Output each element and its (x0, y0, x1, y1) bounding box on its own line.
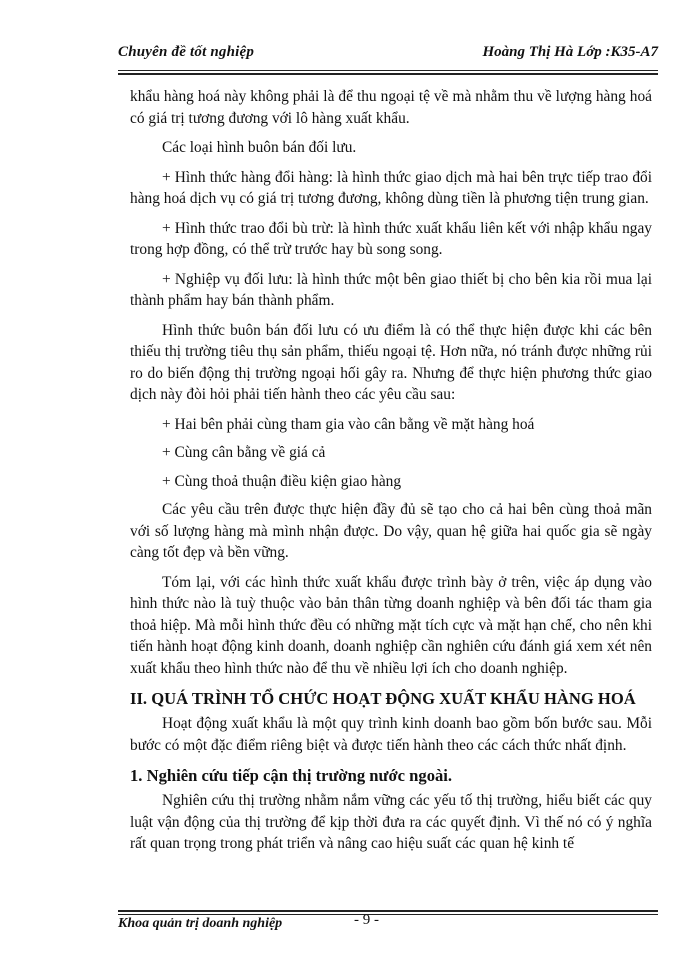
paragraph-summary: Tóm lại, với các hình thức xuất khẩu được trình bày ở trên, việc áp dụng vào hình thức nào là tuỳ thuộc vào bản thân từng doanh nghiệp và bên đối tác tham gia thoả hiệp. Mà mỗi hình thức đều có những mặt tích cực và mặt hạn chế, cho nên khi tiến hành hoạt động kinh doanh, doanh nghiệp cần nghiên cứu đánh giá xem xét nên xuất khẩu theo hình thức nào để thu về nhiều lợi ích cho doanh nghiệp. (130, 573, 652, 677)
footer-rule-thin (118, 914, 658, 915)
section-heading-ii: II. QUÁ TRÌNH TỔ CHỨC HOẠT ĐỘNG XUẤT KHẨU HÀNG HOÁ (130, 689, 636, 708)
paragraph-requirements-result: Các yêu cầu trên được thực hiện đầy đủ sẽ tạo cho cả hai bên cùng thoả mãn với số lượng hàng mà mình nhận được. Do vậy, quan hệ giữa hai quốc gia sẽ ngày càng tốt đẹp và bền vững. (130, 501, 652, 561)
paragraph-export-process: Hoạt động xuất khẩu là một quy trình kinh doanh bao gồm bốn bước sau. Mỗi bước có một đặc điểm riêng biệt và được tiến hành theo các cách thức nhất định. (130, 715, 652, 754)
paragraph-compensation-trade: + Hình thức trao đổi bù trừ: là hình thức xuất khẩu liên kết với nhập khẩu ngay trong hợp đồng, có thể trừ trước hay bù song song. (130, 219, 652, 258)
paragraph-barter-advantages: Hình thức buôn bán đối lưu có ưu điểm là có thể thực hiện được khi các bên thiếu thị trường tiêu thụ sản phẩm, thiếu ngoại tệ. Hơn nữa, nó tránh được những rủi ro do biến động thị trường ngoại hối gây ra. Nhưng để thực hiện phương thức giao dịch này đòi hỏi phải tiến hành theo các yêu cầu sau: (130, 321, 652, 403)
list-item-requirement-goods: + Hai bên phải cùng tham gia vào cân bằng về mặt hàng hoá (162, 415, 535, 433)
paragraph-goods-exchange: + Hình thức hàng đổi hàng: là hình thức giao dịch mà hai bên trực tiếp trao đổi hàng hoá dịch vụ có giá trị tương đương, không dùng tiền là phương tiện trung gian. (130, 168, 652, 207)
page-header (118, 44, 658, 66)
header-author-class: Hoàng Thị Hà Lớp :K35-A7 (482, 44, 658, 60)
header-rule-thin (118, 70, 658, 71)
page-footer (118, 912, 658, 940)
paragraph-continued: khẩu hàng hoá này không phải là để thu ngoại tệ về mà nhằm thu về lượng hàng hoá có giá trị tương đương với lô hàng xuất khẩu. (130, 88, 652, 127)
sub-heading-1: 1. Nghiên cứu tiếp cận thị trường nước ngoài. (130, 766, 453, 785)
footer-rule-thick (118, 910, 658, 912)
footer-faculty: Khoa quản trị doanh nghiệp (118, 916, 283, 931)
header-thesis-title: Chuyên đề tốt nghiệp (118, 44, 255, 60)
header-rule-thick (118, 73, 658, 75)
paragraph-market-research: Nghiên cứu thị trường nhằm nắm vững các yếu tố thị trường, hiểu biết các quy luật vận động của thị trường để kịp thời đưa ra các quyết định. Vì thế nó có ý nghĩa rất quan trọng trong phát triển và nâng cao hiệu suất các quan hệ kinh tế (130, 792, 652, 852)
paragraph-barter-types-intro: Các loại hình buôn bán đối lưu. (162, 139, 357, 156)
paragraph-counter-trade-operation: + Nghiệp vụ đối lưu: là hình thức một bên giao thiết bị cho bên kia rồi mua lại thành phẩm hay bán thành phẩm. (130, 270, 652, 309)
list-item-requirement-price: + Cùng cân bằng về giá cả (162, 444, 326, 461)
page-number: - 9 - (354, 912, 379, 928)
list-item-requirement-delivery: + Cùng thoả thuận điều kiện giao hàng (162, 472, 402, 490)
document-body (130, 86, 652, 863)
